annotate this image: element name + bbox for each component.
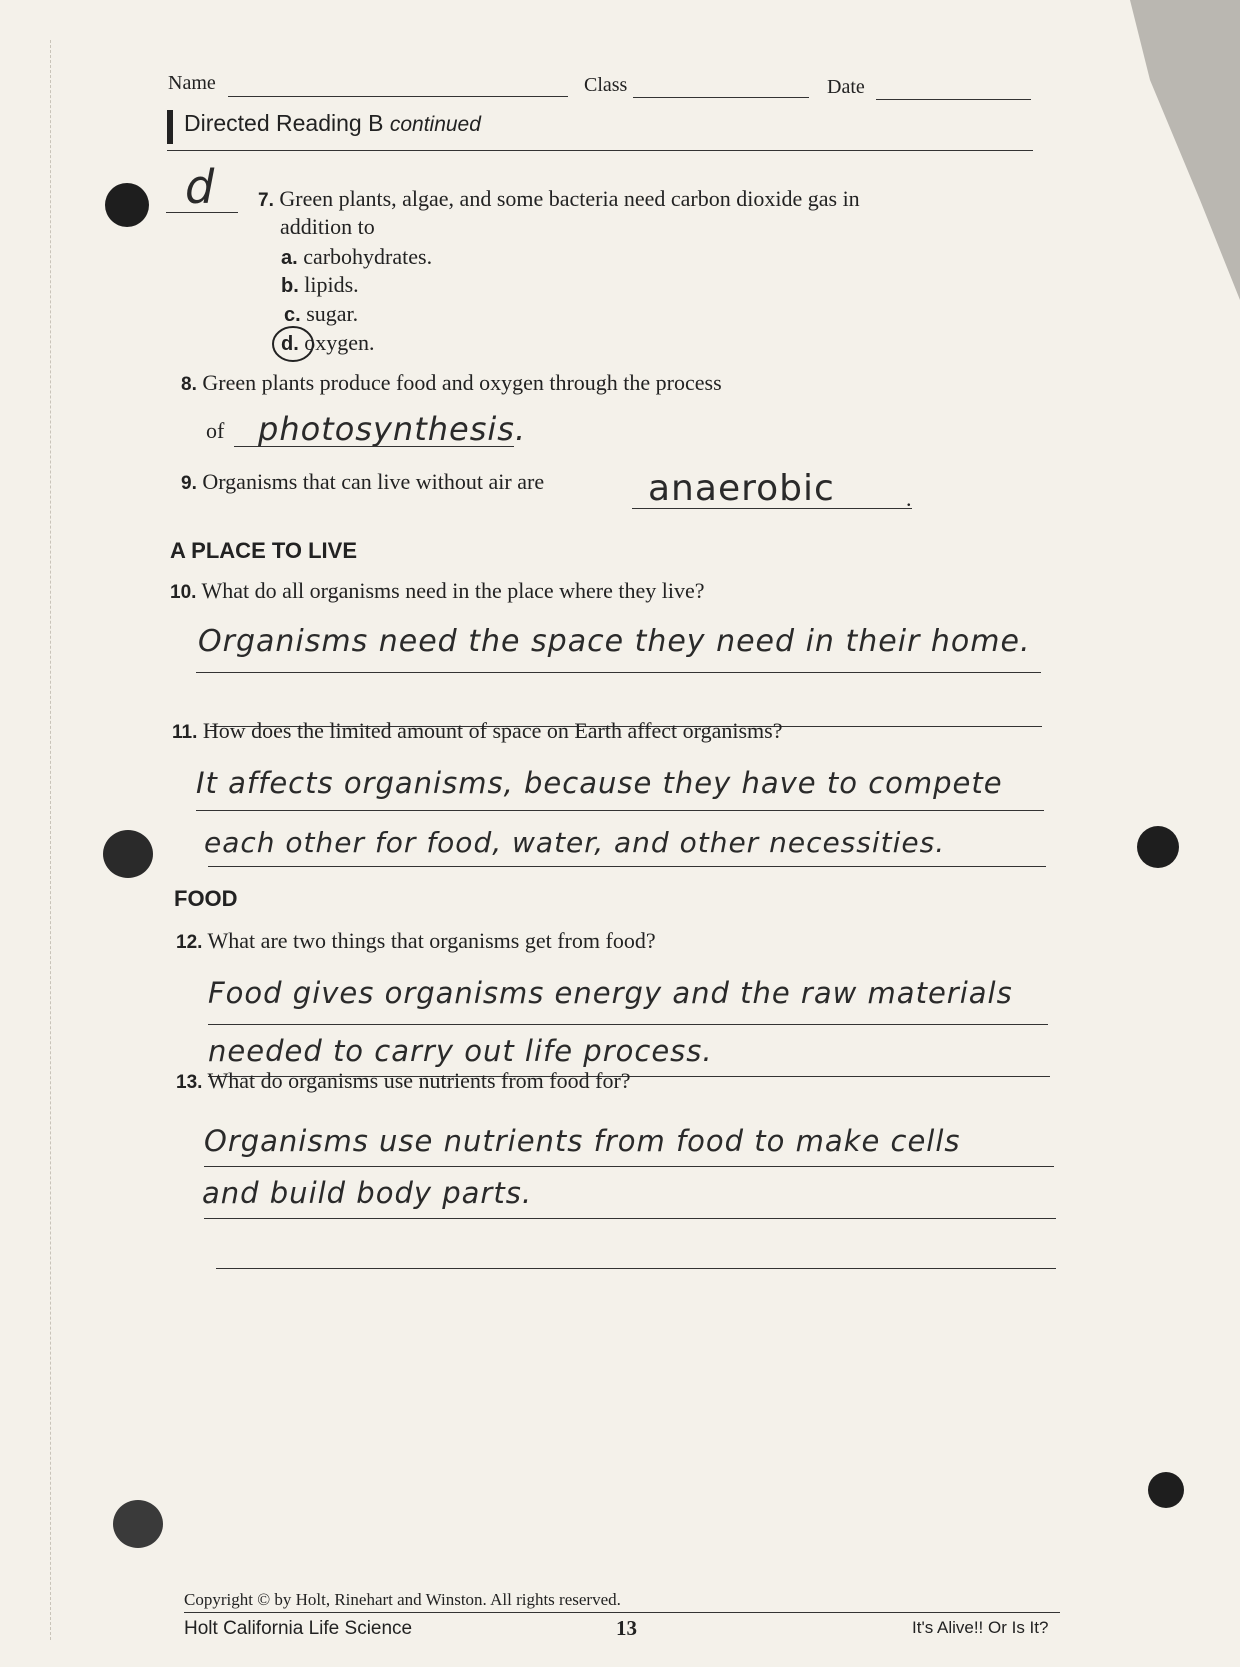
q7-option-b[interactable] — [281, 272, 359, 298]
q7-option-c-text: sugar. — [306, 301, 359, 326]
q12-text: What are two things that organisms get from food? — [207, 928, 656, 953]
q11-question — [172, 718, 782, 744]
q10-line-1[interactable] — [196, 672, 1041, 673]
title-text: Directed Reading B — [184, 110, 384, 136]
q7-answer: d — [185, 160, 216, 214]
punch-hole-bottom-left — [113, 1500, 163, 1548]
q11-text: How does the limited amount of space on Earth affect organisms? — [202, 718, 783, 743]
class-label: Class — [584, 74, 628, 96]
q11-line-1[interactable] — [196, 810, 1044, 811]
q12-line-1[interactable] — [208, 1024, 1048, 1025]
q7-option-b-letter: b. — [281, 275, 299, 297]
q7-option-d-text: oxygen. — [304, 330, 375, 355]
q12-answer-line2-text: needed to carry out life process. — [208, 1034, 713, 1068]
q7-option-a[interactable] — [281, 244, 432, 270]
q12-number: 12. — [176, 932, 203, 953]
q9-period: . — [906, 486, 912, 511]
q9-text: Organisms that can live without air are — [202, 469, 545, 494]
q11-line-2[interactable] — [208, 866, 1046, 867]
left-margin-dashes — [50, 40, 51, 1640]
footer-rule — [184, 1612, 1060, 1613]
q9-answer: anaerobic — [648, 468, 835, 509]
q10-question — [170, 578, 705, 604]
name-label: Name — [168, 72, 216, 94]
q7-number: 7. — [258, 190, 274, 211]
footer-copyright: Copyright © by Holt, Rinehart and Winston. All rights reserved. — [184, 1590, 621, 1609]
q7-option-c-letter: c. — [284, 304, 301, 326]
punch-hole-top — [105, 183, 149, 227]
section-heading-place: A PLACE TO LIVE — [170, 538, 358, 563]
section-heading-food: FOOD — [174, 886, 238, 911]
q13-line-3[interactable] — [216, 1268, 1056, 1269]
q7-text-line1: Green plants, algae, and some bacteria need carbon dioxide gas in — [279, 186, 860, 211]
q13-line-2[interactable] — [204, 1218, 1056, 1219]
q8-text: Green plants produce food and oxygen through the process — [202, 370, 722, 395]
q7-option-a-text: carbohydrates. — [303, 244, 433, 269]
q9-answer-line[interactable] — [632, 508, 912, 509]
q12-question — [176, 928, 656, 954]
binder-shadow — [1110, 0, 1240, 320]
footer-book-title: Holt California Life Science — [184, 1618, 413, 1639]
date-label: Date — [827, 76, 865, 98]
q7-option-a-letter: a. — [281, 247, 298, 269]
q13-question — [176, 1068, 631, 1094]
class-field[interactable] — [633, 97, 809, 98]
punch-hole-mid-left — [103, 830, 153, 878]
q9-question — [181, 469, 544, 495]
q7-text-line2: addition to — [280, 214, 375, 239]
q10-number: 10. — [170, 582, 197, 603]
q13-answer-line2-text: and build body parts. — [202, 1176, 533, 1210]
header-rule — [167, 150, 1033, 151]
footer-chapter-title: It's Alive!! Or Is It? — [912, 1618, 1049, 1637]
q11-number: 11. — [172, 722, 198, 743]
q11-answer-line1-text: It affects organisms, because they have to compete — [196, 766, 1003, 800]
q7-question — [258, 186, 860, 212]
date-field[interactable] — [876, 99, 1031, 100]
q7-option-b-text: lipids. — [304, 272, 359, 297]
name-field[interactable] — [228, 96, 568, 97]
footer-page-number: 13 — [616, 1616, 637, 1640]
q13-number: 13. — [176, 1072, 203, 1093]
q13-line-1[interactable] — [204, 1166, 1054, 1167]
q11-answer-line2-text: each other for food, water, and other necessities. — [204, 826, 946, 859]
q7-answer-line[interactable] — [166, 212, 238, 213]
title-suffix: continued — [389, 113, 481, 136]
q13-answer-line1-text: Organisms use nutrients from food to make cells — [204, 1124, 961, 1158]
q8-answer: photosynthesis. — [258, 410, 527, 448]
q10-answer-line1-text: Organisms need the space they need in their home. — [198, 624, 1031, 659]
q8-answer-line[interactable] — [234, 446, 514, 447]
q10-text: What do all organisms need in the place where they live? — [201, 578, 705, 603]
q9-number: 9. — [181, 473, 197, 494]
section-title — [184, 110, 481, 137]
q8-question — [181, 370, 722, 396]
q7-option-d-letter: d. — [281, 333, 299, 355]
q8-number: 8. — [181, 374, 197, 395]
punch-hole-mid-right — [1137, 826, 1179, 868]
q8-prefix: of — [206, 418, 225, 443]
q13-text: What do organisms use nutrients from food for? — [207, 1068, 631, 1093]
q7-answer-circle — [270, 324, 316, 364]
title-bar — [167, 110, 173, 144]
punch-hole-bottom-right — [1148, 1472, 1184, 1508]
q12-answer-line1-text: Food gives organisms energy and the raw materials — [208, 976, 1013, 1010]
